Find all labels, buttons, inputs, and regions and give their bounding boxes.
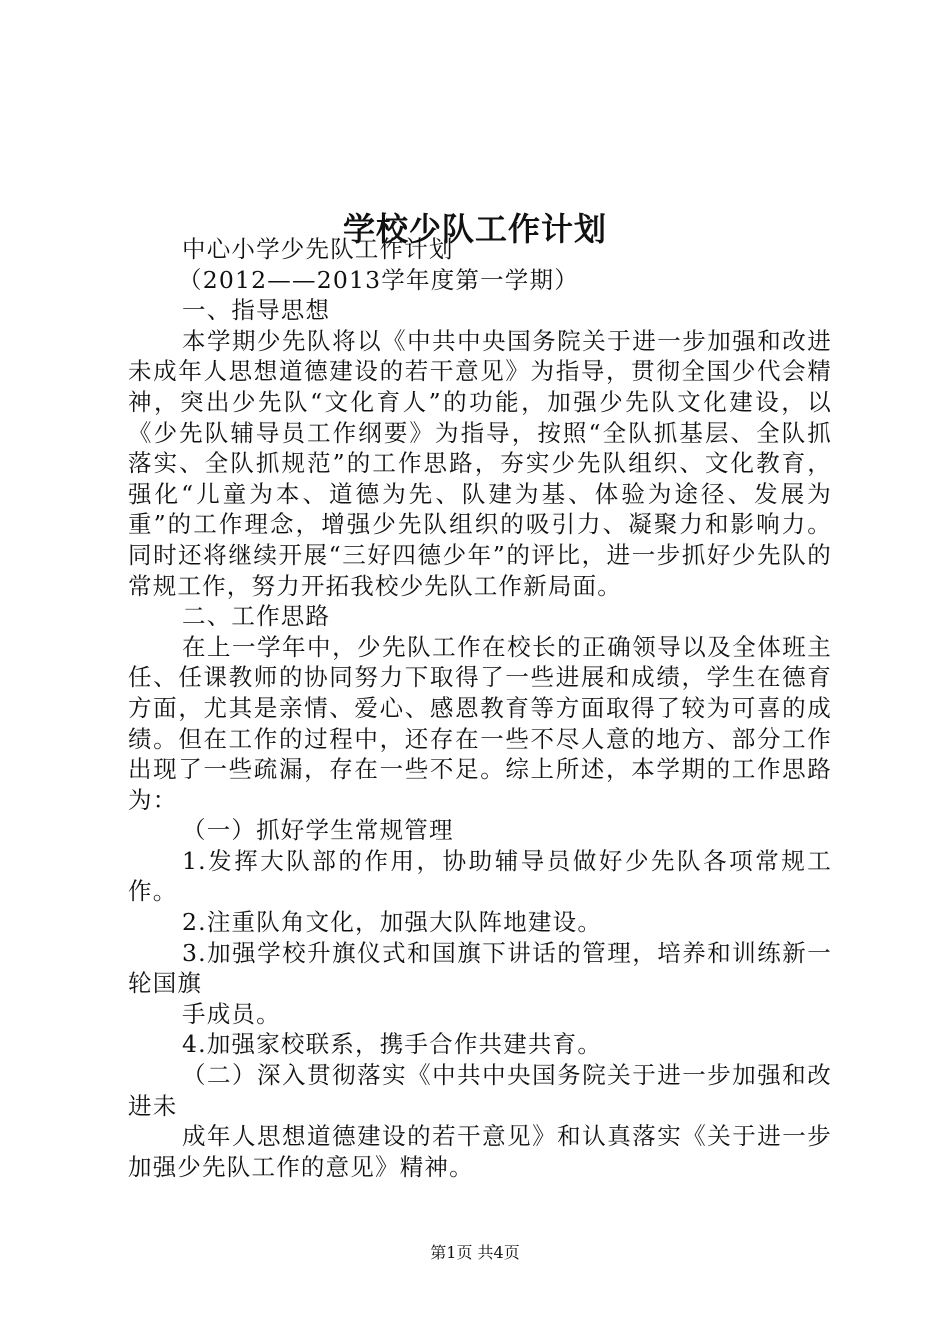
list-item-4: 4.加强家校联系，携手合作共建共育。 (182, 1030, 603, 1059)
document-title: 学校少队工作计划 (342, 210, 607, 249)
list-item-3-continued: 手成员。 (182, 999, 281, 1028)
section-heading-work-ideas: 二、工作思路 (182, 602, 331, 631)
paragraph-guiding-ideology: 本学期少先队将以《中共中央国务院关于进一步加强和改进未成年人思想道德建设的若干意见》为指导，贯彻全国少代会精神，突出少先队“文化育人”的功能，加强少先队文化建设，以《少先队辅导员工作纲要》为指导，按照“全队抓基层、全队抓落实、全队抓规范”的工作思路，夯实少先队组织、文化教育，强化“儿童为本、道德为先、队建为基、体验为途径、发展为重”的工作理念，增强少先队组织的吸引力、凝聚力和影响力。同时还将继续开展“三好四德少年”的评比，进一步抓好少先队的常规工作，努力开拓我校少先队工作新局面。 (128, 326, 832, 600)
subsection-heading-implementation: （二）深入贯彻落实《中共中央国务院关于进一步加强和改进未 (128, 1061, 832, 1120)
subsection-heading-routine-management: （一）抓好学生常规管理 (182, 816, 454, 845)
paragraph-school-year: （2012——2013学年度第一学期） (178, 265, 579, 294)
paragraph-work-ideas: 在上一学年中，少先队工作在校长的正确领导以及全体班主任、任课教师的协同努力下取得了一些进展和成绩，学生在德育方面，尤其是亲情、爱心、感恩教育等方面取得了较为可喜的成绩。但在工作的过程中，还存在一些不尽人意的地方、部分工作出现了一些疏漏，存在一些不足。综上所述，本学期的工作思路为： (128, 632, 832, 814)
section-heading-guiding-ideology: 一、指导思想 (182, 296, 331, 325)
document-body (128, 234, 832, 1182)
page-footer: 第1页 共4页 (430, 1243, 520, 1262)
paragraph-subtitle: 中心小学少先队工作计划 (182, 235, 454, 263)
list-item-3: 3.加强学校升旗仪式和国旗下讲话的管理，培养和训练新一轮国旗 (128, 938, 832, 998)
list-item-2: 2.注重队角文化，加强大队阵地建设。 (182, 908, 603, 937)
paragraph-implementation: 成年人思想道德建设的若干意见》和认真落实《关于进一步加强少先队工作的意见》精神。 (128, 1122, 832, 1181)
list-item-1: 1.发挥大队部的作用，协助辅导员做好少先队各项常规工作。 (128, 846, 832, 906)
